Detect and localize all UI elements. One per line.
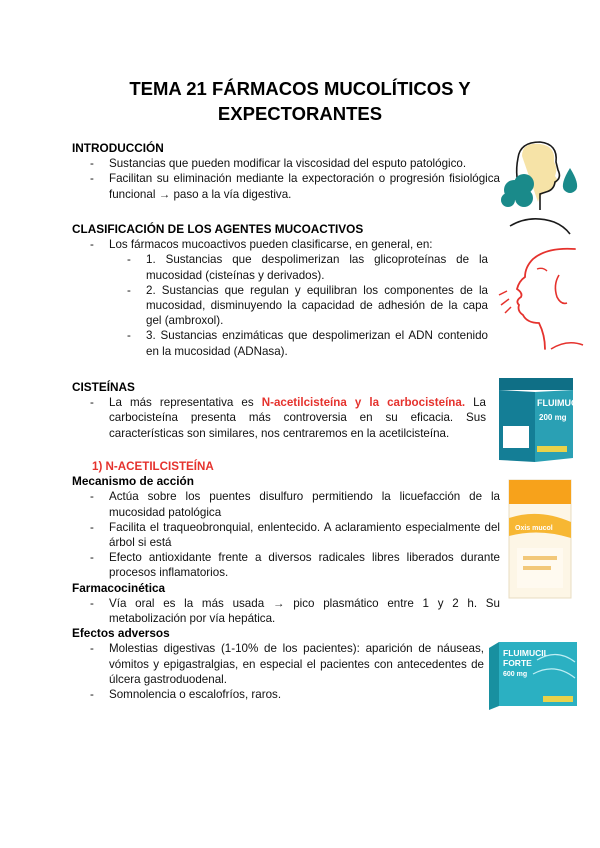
list-item: - Efecto antioxidante frente a diversos radicales libres liberados durante procesos inflamatorios. (72, 550, 500, 580)
cisteinas-list (72, 395, 486, 441)
mecanismo-heading: Mecanismo de acción (72, 474, 194, 489)
brand-text: FLUIMUCIL (503, 648, 549, 658)
list-item: - Vía oral es la más usada → pico plasmático entre 1 y 2 h. Su metabolización por vía hepática. (72, 596, 500, 626)
brand-text: FLUIMUCIL (537, 398, 586, 408)
box-line (523, 566, 551, 570)
section-heading: CISTEÍNAS (72, 380, 135, 394)
list-item: - Sustancias que pueden modificar la viscosidad del esputo patológico. (72, 156, 500, 171)
text: La más representativa es (109, 396, 262, 410)
clasif-list (72, 237, 488, 252)
section-n-acetilcisteina (72, 459, 500, 702)
face-profile (517, 249, 575, 349)
mecanismo-list (72, 489, 500, 580)
farmacocinetica-list (72, 596, 500, 626)
eyebrow (537, 268, 547, 271)
box-line (523, 556, 557, 560)
intro-list (72, 156, 500, 202)
section-heading: INTRODUCCIÓN (72, 141, 164, 155)
face-droplet-illustration (500, 138, 582, 238)
farmacocinetica-heading: Farmacocinética (72, 580, 166, 595)
box-stripe (543, 696, 573, 702)
title-line-2: EXPECTORANTES (217, 103, 383, 124)
page-title (60, 76, 540, 126)
cloud-part (501, 193, 515, 207)
oxis-mucol-box-image (505, 478, 575, 600)
section-heading: CLASIFICACIÓN DE LOS AGENTES MUCOACTIVOS (72, 222, 364, 236)
clasif-sublist (109, 252, 488, 358)
section-cisteinas (72, 380, 486, 441)
box-stripe (537, 446, 567, 452)
cloud-part (515, 189, 533, 207)
shoulder-line (551, 343, 583, 349)
efectos-list (72, 641, 484, 702)
list-item: - Somnolencia o escalofríos, raros. (72, 687, 484, 702)
box-label (503, 426, 529, 448)
coughing-person-illustration (497, 245, 585, 360)
box-top-band (509, 480, 571, 504)
cough-mark (499, 291, 507, 295)
dose-text: 600 mg (503, 671, 528, 678)
list-item: - 3. Sustancias enzimáticas que despolimerizan el ADN contenido en la mucosidad (ADNasa). (109, 328, 488, 358)
title-line-1: TEMA 21 FÁRMACOS MUCOLÍTICOS Y (129, 78, 471, 99)
fluimucil-box-image (495, 376, 586, 464)
list-item: - Facilita el traqueobronquial, enlentecido. A aclaramiento especialmente del árbol si está (72, 520, 500, 550)
section-clasificacion (72, 222, 488, 359)
list-item: - Actúa sobre los puentes disulfuro permitiendo la licuefacción de la mucosidad patológica (72, 489, 500, 519)
text: La carbocisteína presenta más controversia en su eficacia. Sus características son similares, nos centraremos en la acetilcisteína. (109, 396, 486, 440)
list-item: - 1. Sustancias que despolimerizan las glicoproteínas de la mucosidad (cisteínas y derivados). (109, 252, 488, 282)
brand-text: Oxis mucol (515, 525, 553, 532)
dose-text: 200 mg (539, 413, 567, 422)
box-top (499, 378, 573, 390)
efectos-heading: Efectos adversos (72, 626, 170, 641)
list-item: - Facilitan su eliminación mediante la expectoración o progresión fisiológica funcional → paso a la vía digestiva. (72, 171, 500, 201)
variant-text: FORTE (503, 658, 532, 668)
ear-line (555, 275, 567, 303)
subsection-heading: 1) N-ACETILCISTEÍNA (92, 460, 214, 473)
list-item (72, 395, 486, 441)
cough-mark (505, 307, 511, 313)
box-side (489, 642, 499, 710)
list-item: - Los fármacos mucoactivos pueden clasificarse, en general, en: (72, 237, 488, 252)
cough-mark (501, 299, 509, 305)
list-item: - Molestias digestivas (1-10% de los pacientes): aparición de náuseas, vómitos y epigastralgias, en especial el pacientes con antecedentes de úlcera gastroduodenal. (72, 641, 484, 687)
shoulder-line (510, 219, 570, 234)
list-item: - 2. Sustancias que regulan y equilibran los componentes de la mucosidad, disminuyendo la capacidad de adhesión de la capa gel (ambroxol). (109, 283, 488, 329)
fluimucil-forte-box-image (487, 640, 579, 712)
section-introduccion (72, 141, 500, 202)
highlighted-text: N-acetilcisteína y la carbocisteína. (261, 396, 466, 410)
droplet-icon (563, 168, 577, 193)
